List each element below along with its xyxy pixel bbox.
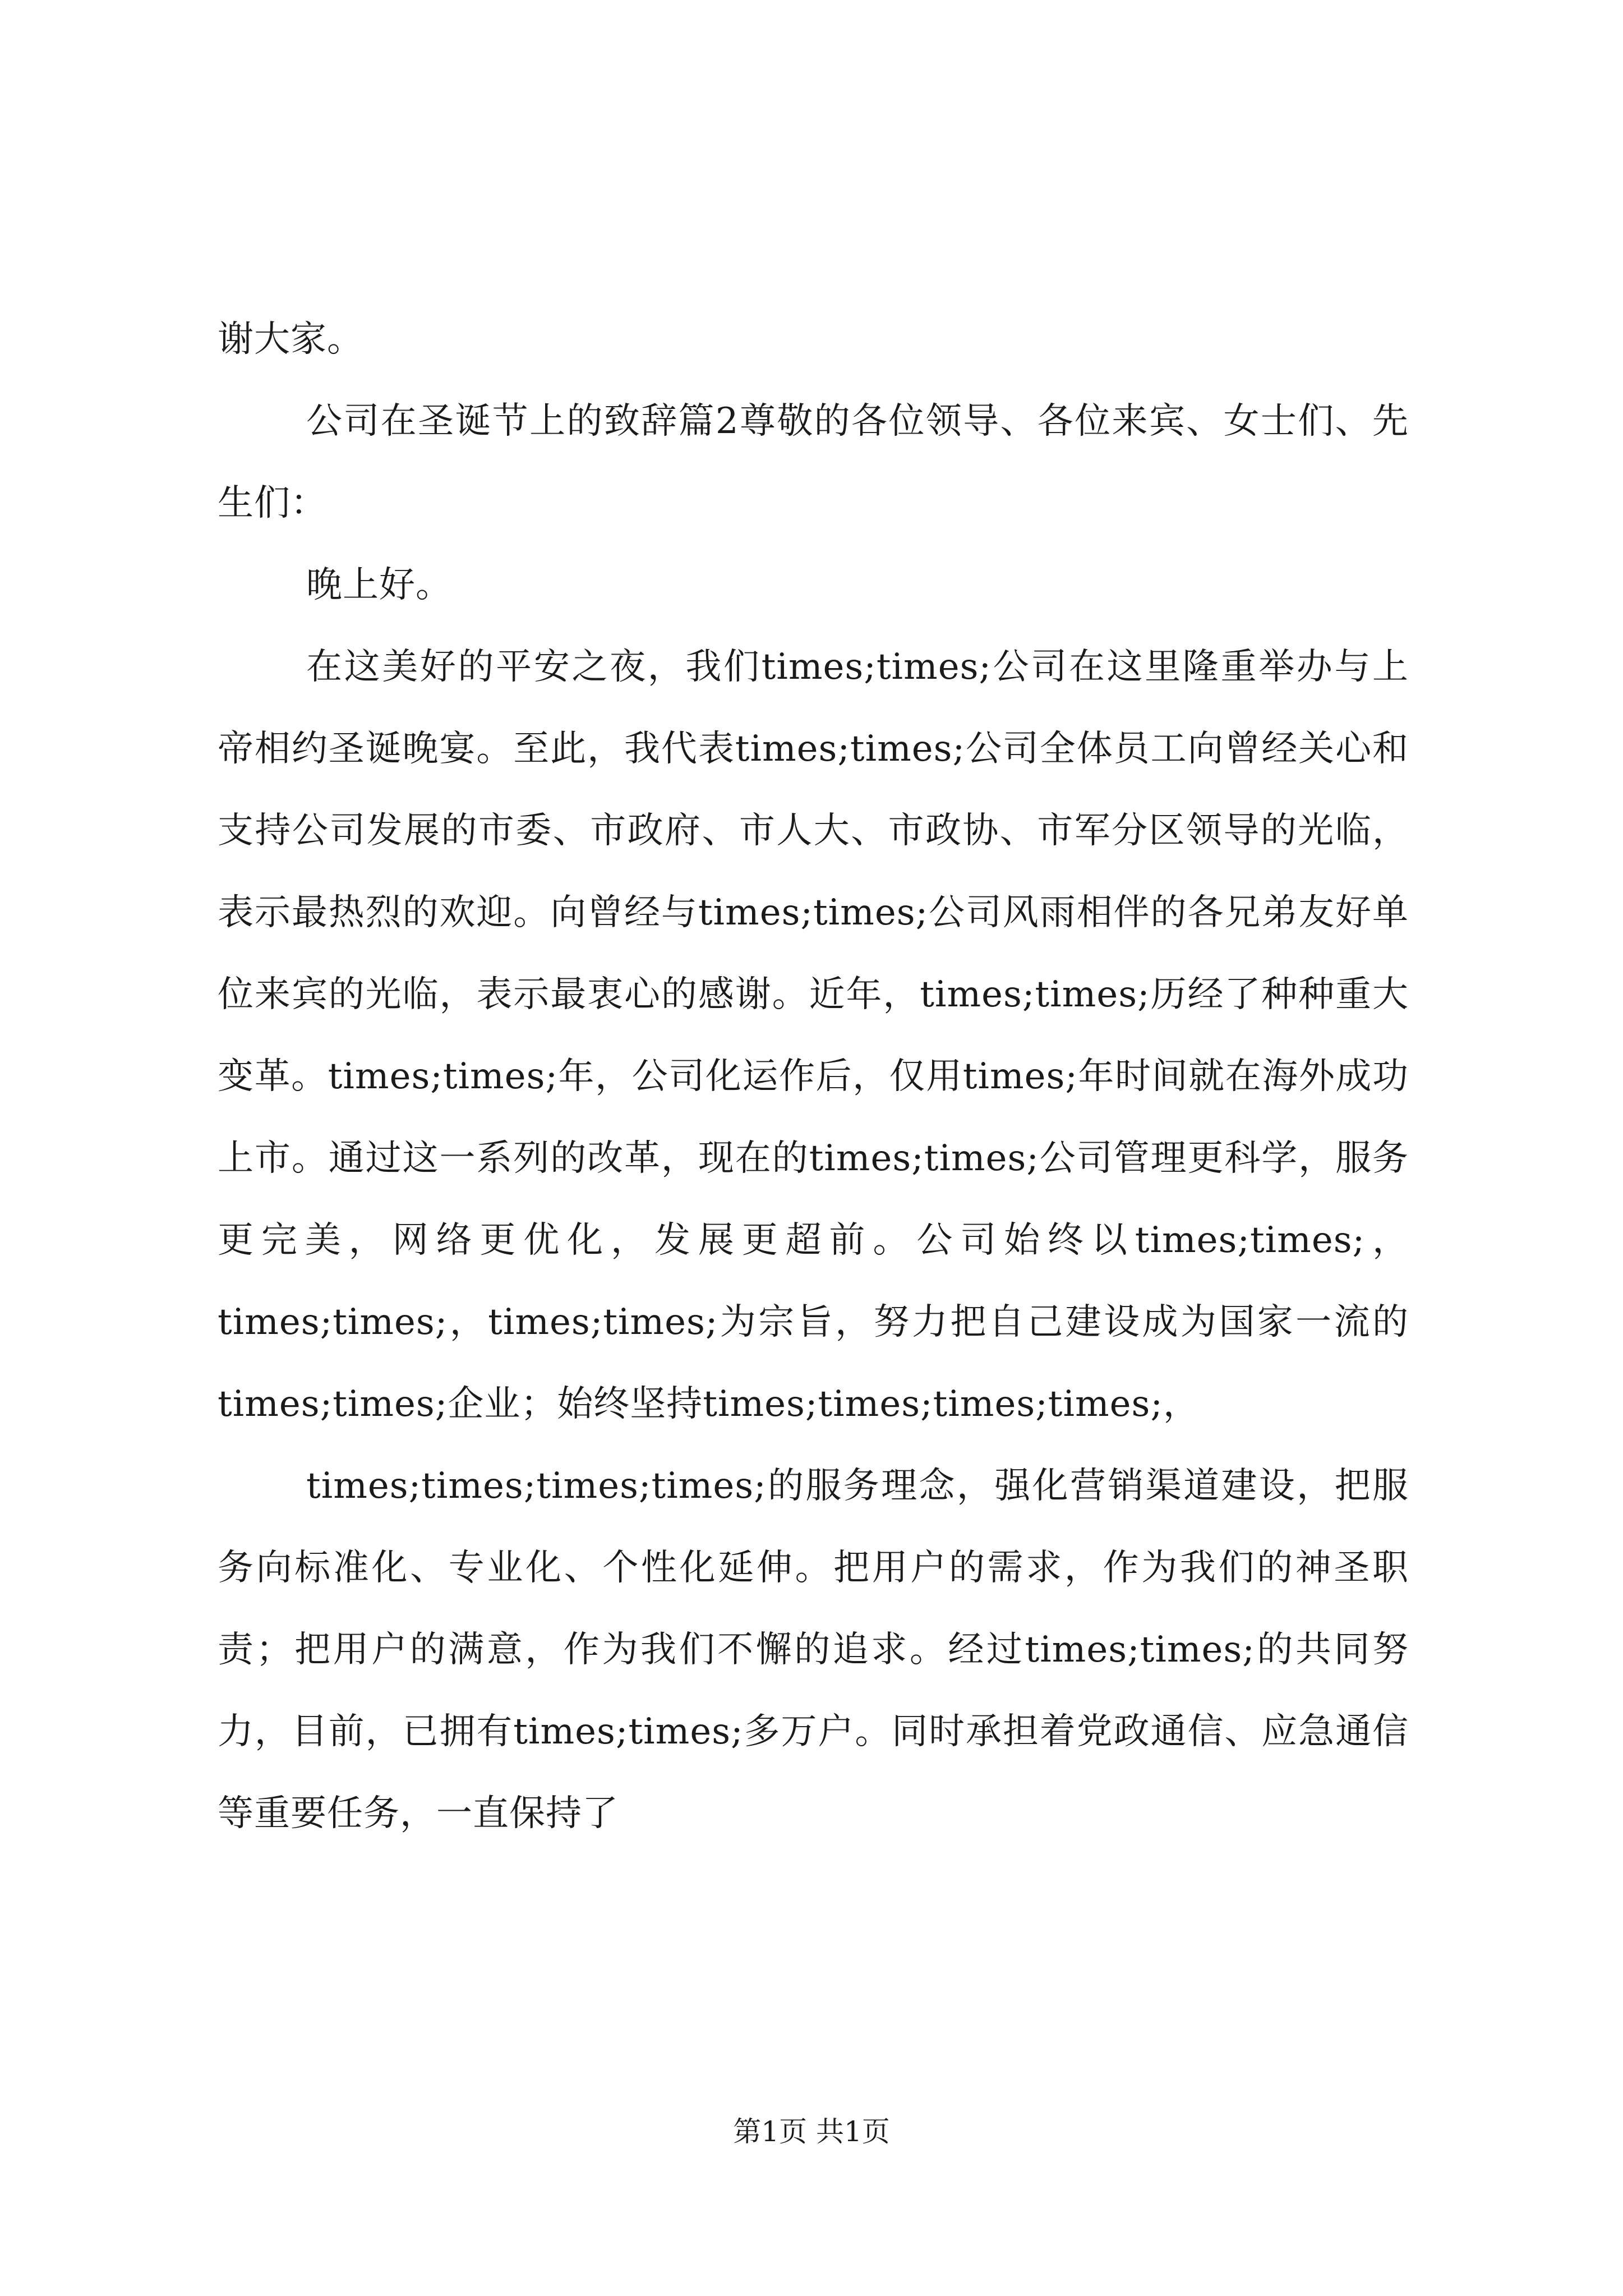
- paragraph-service-philosophy: times;times;times;times;的服务理念，强化营销渠道建设，把服务向标准化、专业化、个性化延伸。把用户的需求，作为我们的神圣职责；把用户的满意，作为我们不懈的追求。经过times;times;的共同努力，目前，已拥有times;times;多万户。同时承担着党政通信、应急通信等重要任务，一直保持了: [218, 1465, 1409, 1834]
- paragraph-main-speech: 在这美好的平安之夜，我们times;times;公司在这里隆重举办与上帝相约圣诞晚宴。至此，我代表times;times;公司全体员工向曾经关心和支持公司发展的市委、市政府、市人大、市政协、市军分区领导的光临，表示最热烈的欢迎。向曾经与times;times;公司风雨相伴的各兄弟友好单位来宾的光临，表示最衷心的感谢。近年，times;times;历经了种种重大变革。times;times;年，公司化运作后，仅用times;年时间就在海外成功上市。通过这一系列的改革，现在的times;times;公司管理更科学，服务更完美，网络更优化，发展更超前。公司始终以times;times;，times;times;，times;times;为宗旨，努力把自己建设成为国家一流的times;times;企业；始终坚持times;times;times;times;，: [218, 646, 1409, 1425]
- paragraph-greeting: 晚上好。: [306, 564, 452, 606]
- document-body: [218, 298, 1409, 1855]
- page-footer: 第1页 共1页: [733, 2115, 890, 2148]
- paragraph-speech-heading: 公司在圣诞节上的致辞篇2尊敬的各位领导、各位来宾、女士们、先生们：: [218, 401, 1409, 524]
- paragraph-closing: 谢大家。: [218, 319, 363, 360]
